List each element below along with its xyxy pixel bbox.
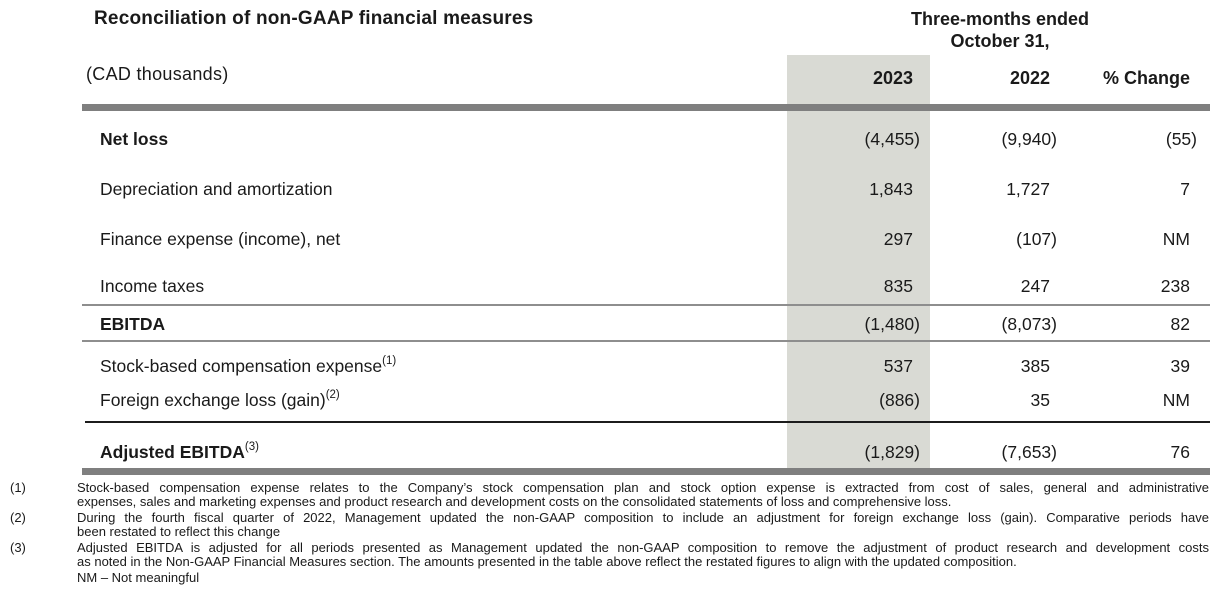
nm-note: NM – Not meaningful	[77, 570, 200, 585]
value-pct-change: (55)	[1165, 128, 1197, 149]
row-label-text: Adjusted EBITDA	[100, 441, 245, 462]
period-line-1: Three-months ended	[910, 9, 1089, 29]
value-pct-change: 76	[1170, 441, 1190, 462]
value-pct-change: 39	[1170, 355, 1190, 376]
column-header-2022: 2022	[1009, 67, 1050, 88]
row-label	[82, 229, 777, 250]
footnote-line: Adjusted EBITDA is adjusted for all periods presented as Management updated the non-GAAP composition to remove the adjustment of product research and development costs	[77, 540, 1209, 555]
value-2023: 537	[883, 355, 913, 376]
value-pct-change: 82	[1170, 313, 1190, 334]
footnote-line: expenses, sales and marketing expenses and product research and development costs on the consolidated statements of loss and comprehensive loss.	[77, 494, 952, 509]
footnote-line: During the fourth fiscal quarter of 2022, Management updated the non-GAAP composition to include an adjustment for foreign exchange loss (gain). Comparative periods have	[77, 510, 1209, 525]
header-heavy-rule	[82, 104, 1210, 111]
value-2023: (4,455)	[864, 128, 920, 149]
value-2022: (8,073)	[1001, 313, 1057, 334]
period-line-2: October 31,	[950, 31, 1050, 51]
table-bottom-heavy-rule	[82, 468, 1210, 475]
row-label	[82, 129, 777, 150]
footnote-ref: (3)	[244, 440, 259, 453]
value-2023: 1,843	[869, 178, 913, 199]
row-label	[82, 390, 777, 411]
row-label	[82, 179, 777, 200]
value-2023: (886)	[879, 389, 920, 410]
ebitda-bottom-rule	[82, 340, 1210, 342]
footnote-ref: (1)	[382, 354, 397, 367]
value-2022: (7,653)	[1001, 441, 1057, 462]
table-row-ebitda	[82, 309, 1210, 339]
adjusted-ebitda-top-rule	[85, 421, 1210, 423]
footnote-line: as noted in the Non-GAAP Financial Measures section. The amounts presented in the table above reflect the restated figures to align with the updated composition.	[77, 554, 1017, 569]
value-2023: (1,480)	[864, 313, 920, 334]
value-2022: (107)	[1016, 228, 1057, 249]
footnote-2-label: (2)	[10, 510, 26, 525]
column-header-row	[82, 64, 1210, 92]
row-label	[82, 356, 777, 377]
footnote-1-text	[77, 481, 1209, 509]
units-label: (CAD thousands)	[86, 64, 229, 84]
row-label	[82, 442, 777, 463]
footnote-1-label: (1)	[10, 480, 26, 495]
row-label-text: Stock-based compensation expense	[100, 355, 383, 376]
page-title: Reconciliation of non-GAAP financial measures	[94, 8, 534, 29]
nm-note-row	[0, 571, 1227, 585]
table-row-stock-based-comp	[82, 351, 1210, 381]
row-label-text: Foreign exchange loss (gain)	[100, 389, 326, 410]
value-2023: 297	[883, 228, 913, 249]
table-row-net-loss	[82, 124, 1210, 154]
value-pct-change: 7	[1180, 178, 1190, 199]
row-label-text: Net loss	[100, 128, 169, 149]
value-2022: 35	[1030, 389, 1050, 410]
row-label	[82, 314, 777, 335]
row-label-text: Depreciation and amortization	[100, 178, 333, 199]
footnotes-section	[0, 481, 1227, 585]
value-pct-change: NM	[1162, 228, 1190, 249]
table-row-adjusted-ebitda	[82, 437, 1210, 467]
footnote-3-text	[77, 541, 1209, 569]
footnote-2	[0, 511, 1227, 539]
value-2022: (9,940)	[1001, 128, 1057, 149]
row-label-text: EBITDA	[100, 313, 166, 334]
value-2023: 835	[883, 275, 913, 296]
footnote-line: been restated to reflect this change	[77, 524, 281, 539]
footnote-1	[0, 481, 1227, 509]
table-row-depreciation	[82, 174, 1210, 204]
row-label-text: Income taxes	[100, 275, 205, 296]
value-2022: 1,727	[1006, 178, 1050, 199]
footnote-line: Stock-based compensation expense relates to the Company’s stock compensation plan and stock option expense is extracted from cost of sales, general and administrative	[77, 480, 1209, 495]
value-2022: 385	[1020, 355, 1050, 376]
row-label	[82, 276, 777, 297]
value-2023: (1,829)	[864, 441, 920, 462]
footnote-3-label: (3)	[10, 540, 26, 555]
footnote-2-text	[77, 511, 1209, 539]
footnote-ref: (2)	[325, 388, 340, 401]
ebitda-top-rule	[82, 304, 1210, 306]
column-header-2023: 2023	[872, 67, 913, 88]
row-label-text: Finance expense (income), net	[100, 228, 341, 249]
value-pct-change: 238	[1160, 275, 1190, 296]
period-header	[830, 8, 1170, 52]
footnote-3	[0, 541, 1227, 569]
value-pct-change: NM	[1162, 389, 1190, 410]
table-row-foreign-exchange	[82, 385, 1210, 415]
table-row-income-taxes	[82, 271, 1210, 301]
table-row-finance-expense	[82, 224, 1210, 254]
value-2022: 247	[1020, 275, 1050, 296]
nm-note-spacer	[0, 571, 77, 585]
column-header-pct-change: % Change	[1102, 67, 1190, 88]
